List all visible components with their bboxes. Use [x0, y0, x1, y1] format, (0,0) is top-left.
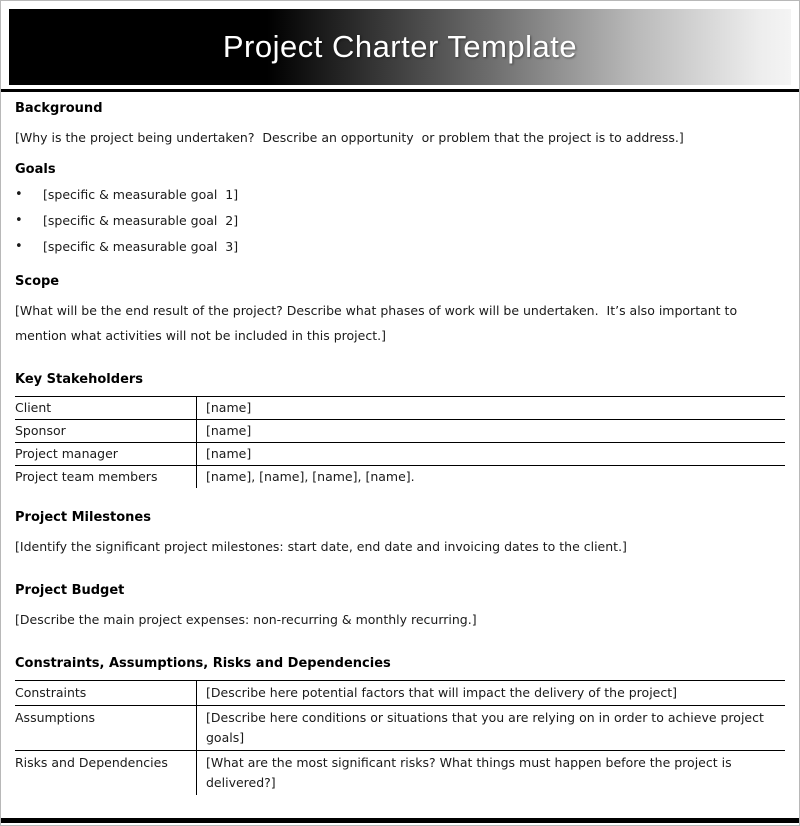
constraints-heading: Constraints, Assumptions, Risks and Dependencies [15, 656, 391, 671]
constraint-label: Constraints [15, 681, 197, 705]
scope-text: [What will be the end result of the project? Describe what phases of work will be undertaken. It’s also important to mention what activities will not be included in this project.] [15, 303, 742, 343]
milestones-heading: Project Milestones [15, 510, 151, 525]
goals-list [15, 186, 785, 256]
table-row [15, 466, 785, 488]
stakeholder-role: Project team members [15, 466, 197, 488]
table-row [15, 443, 785, 466]
constraint-label: Assumptions [15, 706, 197, 750]
table-row [15, 751, 785, 795]
scope-heading: Scope [15, 274, 60, 289]
section-constraints [15, 656, 785, 795]
title-banner [9, 9, 791, 85]
stakeholder-role: Project manager [15, 443, 197, 465]
footer-rule [1, 818, 799, 823]
table-row [15, 706, 785, 751]
constraint-label: Risks and Dependencies [15, 751, 197, 795]
bullet-icon: • [15, 187, 23, 202]
constraints-table [15, 680, 785, 795]
list-item [15, 238, 785, 256]
stakeholder-name: [name] [206, 400, 252, 415]
section-milestones [15, 510, 785, 559]
goals-heading: Goals [15, 162, 56, 177]
budget-text: [Describe the main project expenses: non-recurring & monthly recurring.] [15, 612, 477, 627]
list-item [15, 212, 785, 230]
constraint-description: [Describe here conditions or situations that you are relying on in order to achieve project goals] [206, 710, 768, 745]
goal-text: [specific & measurable goal 2] [43, 213, 239, 228]
constraint-description: [Describe here potential factors that will impact the delivery of the project] [206, 685, 678, 700]
background-heading: Background [15, 101, 103, 116]
list-item [15, 186, 785, 204]
stakeholder-role: Sponsor [15, 420, 197, 442]
table-row [15, 681, 785, 706]
section-stakeholders [15, 372, 785, 488]
stakeholder-name: [name] [206, 423, 252, 438]
stakeholder-name: [name], [name], [name], [name]. [206, 469, 415, 484]
goal-text: [specific & measurable goal 3] [43, 239, 239, 254]
bullet-icon: • [15, 213, 23, 228]
stakeholders-table [15, 396, 785, 488]
stakeholders-heading: Key Stakeholders [15, 372, 144, 387]
bullet-icon: • [15, 239, 23, 254]
stakeholder-role: Client [15, 397, 197, 419]
budget-heading: Project Budget [15, 583, 125, 598]
stakeholder-name: [name] [206, 446, 252, 461]
milestones-text: [Identify the significant project milestones: start date, end date and invoicing dates to the client.] [15, 539, 627, 554]
section-goals [15, 162, 785, 256]
section-budget [15, 583, 785, 632]
document-body [1, 92, 799, 795]
table-row [15, 397, 785, 420]
background-text: [Why is the project being undertaken? Describe an opportunity or problem that the project is to address.] [15, 130, 684, 145]
table-row [15, 420, 785, 443]
constraint-description: [What are the most significant risks? What things must happen before the project is delivered?] [206, 755, 736, 790]
page-title: Project Charter Template [222, 29, 578, 64]
section-background [15, 101, 785, 150]
goal-text: [specific & measurable goal 1] [43, 187, 239, 202]
section-scope [15, 274, 785, 348]
